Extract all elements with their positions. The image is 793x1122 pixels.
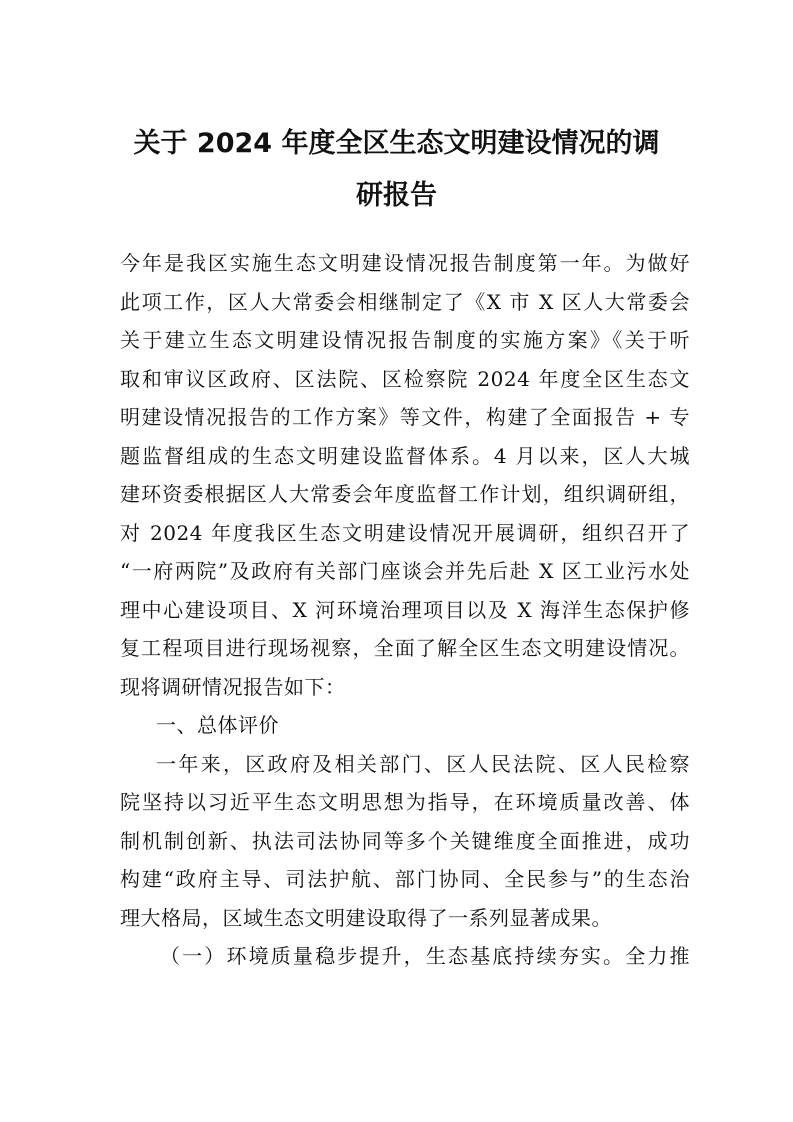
body-line: 对 2024 年度我区生态文明建设情况开展调研，组织召开了 (120, 520, 690, 545)
document-body (120, 244, 690, 976)
body-line: 复工程项目进行现场视察，全面了解全区生态文明建设情况。 (120, 636, 690, 660)
body-line: “一府两院”及政府有关部门座谈会并先后赴 X 区工业污水处 (120, 559, 690, 583)
body-line: 院坚持以习近平生态文明思想为指导，在环境质量改善、体 (120, 790, 690, 814)
body-line: 理大格局，区域生态文明建设取得了一系列显著成果。 (120, 905, 612, 930)
body-line: 建环资委根据区人大常委会年度监督工作计划，组织调研组， (120, 482, 690, 506)
subsection-line: （一）环境质量稳步提升，生态基底持续夯实。全力推 (160, 944, 690, 968)
document-title (100, 118, 693, 222)
section-heading: 一、总体评价 (156, 713, 279, 737)
body-line: 此项工作，区人大常委会相继制定了《X 市 X 区人大常委会 (120, 289, 690, 314)
body-line: 今年是我区实施生态文明建设情况报告制度第一年。为做好 (120, 251, 690, 275)
body-line: 明建设情况报告的工作方案》等文件，构建了全面报告 + 专 (120, 405, 690, 429)
body-line: 构建“政府主导、司法护航、部门协同、全民参与”的生态治 (120, 867, 690, 891)
body-line: 理中心建设项目、X 河环境治理项目以及 X 海洋生态保护修 (120, 597, 690, 622)
body-line: 关于建立生态文明建设情况报告制度的实施方案》《关于听 (120, 328, 690, 352)
body-line: 一年来，区政府及相关部门、区人民法院、区人民检察 (156, 751, 690, 776)
title-line: 关于 2024 年度全区生态文明建设情况的调 (133, 128, 660, 159)
body-line: 制机制创新、执法司法协同等多个关键维度全面推进，成功 (120, 828, 690, 853)
body-line: 题监督组成的生态文明建设监督体系。4 月以来，区人大城 (120, 443, 690, 468)
body-line: 取和审议区政府、区法院、区检察院 2024 年度全区生态文 (120, 366, 690, 391)
title-line: 研报告 (356, 180, 437, 211)
body-line: 现将调研情况报告如下： (120, 674, 346, 699)
